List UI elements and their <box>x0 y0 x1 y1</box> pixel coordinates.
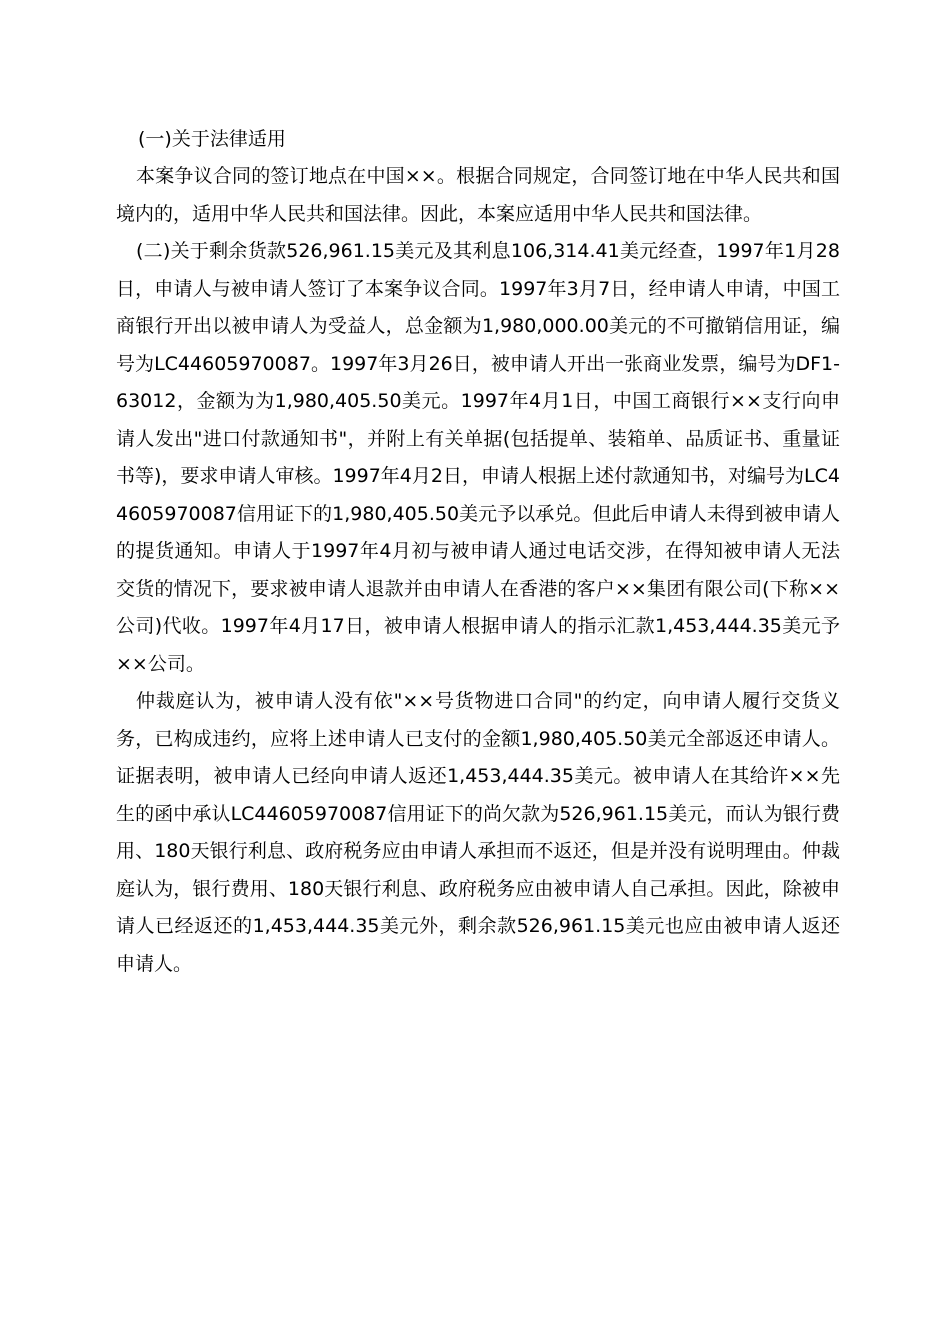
paragraph-tribunal-opinion: 仲裁庭认为，被申请人没有依"××号货物进口合同"的约定，向申请人履行交货义务，已构成违约，应将上述申请人已支付的金额1,980,405.50美元全部返还申请人。证据表明，被申请人已经向申请人返还1,453,444.35美元。被申请人在其给许××先生的函中承认LC44605970087信用证下的尚欠款为526,961.15美元，而认为银行费用、180天银行利息、政府税务应由申请人承担而不返还，但是并没有说明理由。仲裁庭认为，银行费用、180天银行利息、政府税务应由被申请人自己承担。因此，除被申请人已经返还的1,453,444.35美元外，剩余款526,961.15美元也应由被申请人返还申请人。 <box>116 690 840 975</box>
section-heading: (一)关于法律适用 <box>138 128 286 150</box>
paragraph-remaining-payment: (二)关于剩余货款526,961.15美元及其利息106,314.41美元经查，1997年1月28日，申请人与被申请人签订了本案争议合同。1997年3月7日，经申请人申请，中国工商银行开出以被申请人为受益人，总金额为1,980,000.00美元的不可撤销信用证，编号为LC44605970087。1997年3月26日，被申请人开出一张商业发票，编号为DF1-63012，金额为为1,980,405.50美元。1997年4月1日，中国工商银行××支行向申请人发出"进口付款通知书"，并附上有关单据(包括提单、装箱单、品质证书、重量证书等)，要求申请人审核。1997年4月2日，申请人根据上述付款通知书，对编号为LC44605970087信用证下的1,980,405.50美元予以承兑。但此后申请人未得到被申请人的提货通知。申请人于1997年4月初与被申请人通过电话交涉，在得知被申请人无法交货的情况下，要求被申请人退款并由申请人在香港的客户××集团有限公司(下称××公司)代收。1997年4月17日，被申请人根据申请人的指示汇款1,453,444.35美元予××公司。 <box>116 240 840 675</box>
document-body <box>116 124 840 983</box>
paragraph-law-applicable: 本案争议合同的签订地点在中国××。根据合同规定，合同签订地在中华人民共和国境内的，适用中华人民共和国法律。因此，本案应适用中华人民共和国法律。 <box>116 165 840 225</box>
